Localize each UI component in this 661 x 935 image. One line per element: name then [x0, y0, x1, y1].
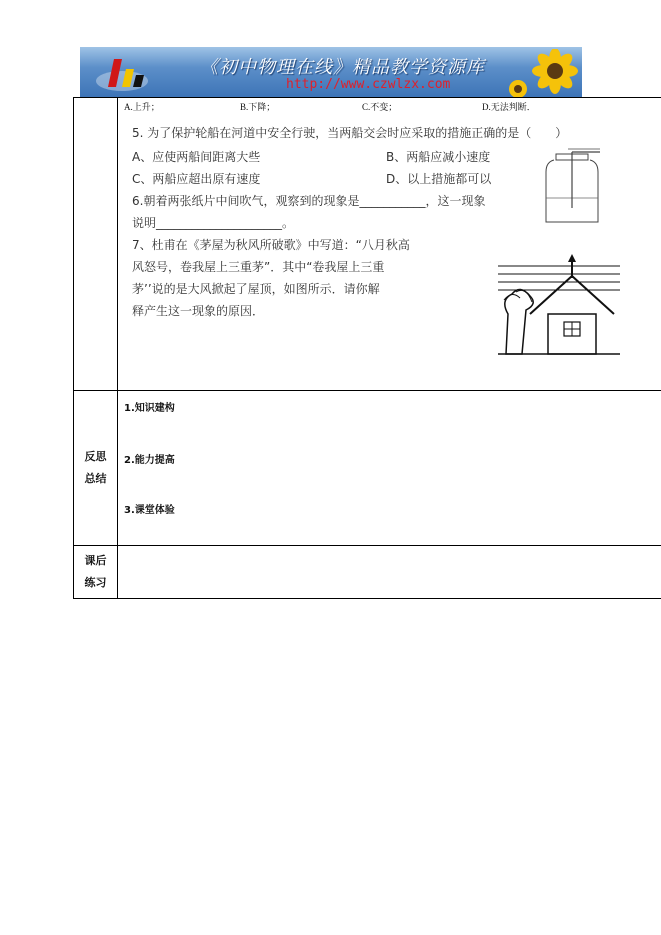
thatched-house-diagram-icon [490, 254, 624, 362]
homework-label-cell [74, 546, 118, 599]
summary-label-line1: 反思 [84, 450, 107, 463]
q5-option-d: D、以上措施都可以 [386, 172, 492, 186]
option-c: C.不变； [362, 102, 398, 112]
q7-line3: 茅’’说的是大风掀起了屋顶，如图所示．请你解 [132, 282, 380, 296]
summary-item-1: 1.知识建构 [124, 403, 175, 414]
summary-cell [118, 391, 661, 546]
summary-item-2: 2.能力提高 [124, 455, 175, 466]
banner-title: 《初中物理在线》精品教学资源库 [200, 57, 485, 78]
q6-line1: 6.朝着两张纸片中间吹气，观察到的现象是___________，这一现象 [132, 194, 486, 208]
q7-line4: 释产生这一现象的原因． [132, 304, 265, 318]
summary-item-3: 3.课堂体验 [124, 505, 175, 516]
header-banner [80, 47, 582, 98]
worksheet-table [73, 97, 661, 599]
summary-label-cell [74, 391, 118, 546]
q5-option-a: A、应使两船间距离大些 [132, 150, 261, 164]
option-a: A.上升； [124, 102, 160, 112]
homework-label-line1: 课后 [84, 554, 107, 567]
blank-label-cell [74, 98, 118, 391]
homework-cell [118, 546, 661, 599]
homework-label-line2: 练习 [84, 576, 107, 589]
q7-line1: 7、杜甫在《茅屋为秋风所破歌》中写道：“八月秋高 [132, 238, 410, 252]
summary-label-line2: 总结 [84, 472, 107, 485]
site-logo-icon [92, 51, 156, 95]
q5-stem: 5. 为了保护轮船在河道中安全行驶，当两船交会时应采取的措施正确的是（ ） [132, 126, 568, 140]
q7-line2: 风怒号，卷我屋上三重茅”．其中“卷我屋上三重 [132, 260, 385, 274]
jar-tube-diagram-icon [542, 148, 604, 228]
option-b: B.下降； [240, 102, 276, 112]
q5-option-c: C、两船应超出原有速度 [132, 172, 261, 186]
q6-line2: 说明_____________________。 [132, 216, 295, 230]
questions-cell [118, 98, 661, 391]
sunflower-icon [500, 49, 580, 98]
q5-option-b: B、两船应减小速度 [386, 150, 491, 164]
option-d: D.无法判断． [482, 102, 536, 112]
banner-url[interactable]: http://www.czwlzx.com [286, 77, 451, 92]
